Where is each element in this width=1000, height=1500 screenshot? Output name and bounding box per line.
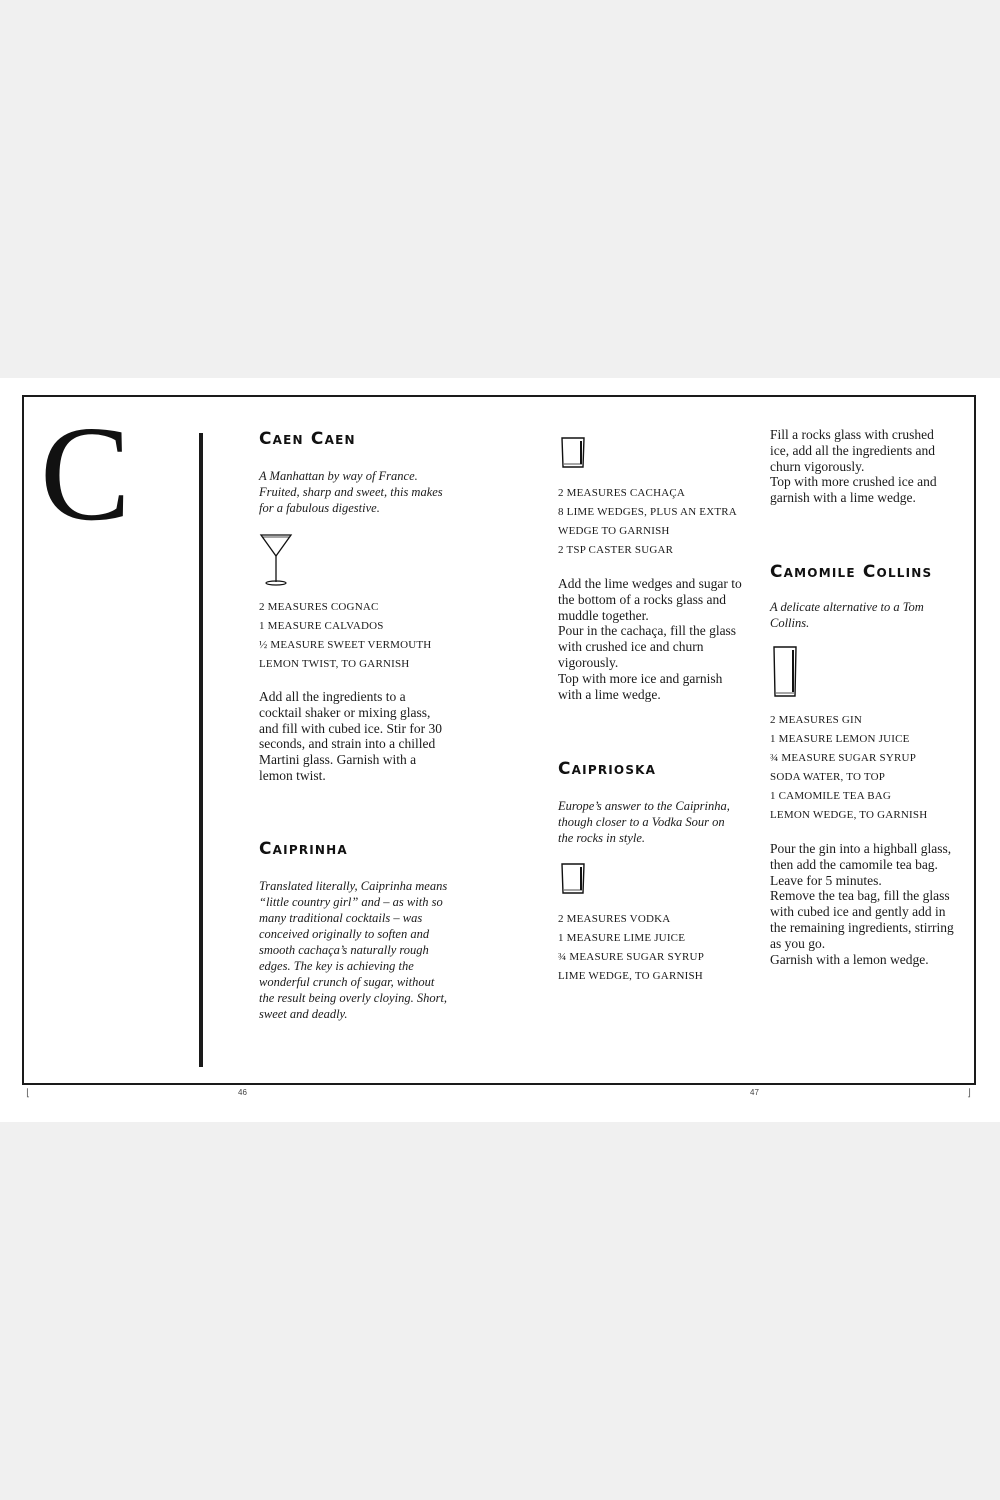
recipe-method-caiprioska <box>770 427 955 506</box>
recipe-intro-caiprinha: Translated literally, Caiprinha means “little country girl” and – as with so many traditional cocktails – was conceived originally to soften and smooth cachaça’s naturally rough edges. The key is achieving the wonderful crunch of sugar, without the result being overly cloying. Short, sweet and deadly. <box>259 878 448 1021</box>
rocks-glass-icon <box>558 862 588 896</box>
ingredient-item: 1 MEASURE LIME JUICE <box>558 932 686 945</box>
ingredient-item: 1 MEASURE CALVADOS <box>259 620 384 632</box>
method-line: Fill a rocks glass with crushed ice, add all the ingredients and churn vigorously. <box>770 427 935 474</box>
column-2 <box>558 436 743 986</box>
recipe-method-caiprinha <box>558 576 743 702</box>
ingredient-item: LEMON WEDGE, TO GARNISH <box>770 808 928 821</box>
ingredient-item: 8 LIME WEDGES, PLUS AN EXTRA <box>558 506 737 518</box>
ingredient-item: SODA WATER, TO TOP <box>770 770 886 783</box>
ingredient-list-caiprioska <box>558 910 743 986</box>
rocks-glass-icon <box>558 436 588 470</box>
method-line: Pour the gin into a highball glass, then add the camomile tea bag. <box>770 840 952 872</box>
recipe-method-caen-caen: Add all the ingredients to a cocktail shaker or mixing glass, and fill with cubed ice. Stir for 30 seconds, and strain into a chilled Martini glass. Garnish with a lemon twist. <box>259 689 442 783</box>
method-line: Remove the tea bag, fill the glass with cubed ice and gently add in the remaining ingredients, stirring as you go. <box>770 888 954 951</box>
method-line: Top with more ice and garnish with a lime wedge. <box>558 670 723 702</box>
section-letter: C <box>40 399 131 549</box>
ingredient-item: 2 MEASURES VODKA <box>558 913 671 926</box>
recipe-intro-camomile-collins: A delicate alternative to a Tom Collins. <box>770 599 924 630</box>
ingredient-list-camomile-collins <box>770 711 955 825</box>
recipe-title-camomile-collins: Camomile Collins <box>770 561 933 582</box>
ingredient-item: 2 MEASURES GIN <box>770 713 863 726</box>
crop-mark-icon: ⌊ <box>26 1088 30 1099</box>
ingredient-item: WEDGE TO GARNISH <box>558 525 670 537</box>
method-line: Pour in the cachaça, fill the glass with crushed ice and churn vigorously. <box>558 623 737 670</box>
method-line: Garnish with a lemon wedge. <box>770 951 929 967</box>
ingredient-item: 2 TSP CASTER SUGAR <box>558 544 674 556</box>
vertical-rule <box>199 433 203 1067</box>
column-1 <box>259 430 449 1022</box>
page-number-left: 46 <box>238 1088 247 1097</box>
crop-mark-icon: ⌋ <box>967 1088 971 1099</box>
ingredient-item: ¾ MEASURE SUGAR SYRUP <box>558 951 705 964</box>
ingredient-item: ¾ MEASURE SUGAR SYRUP <box>770 751 917 764</box>
book-spread <box>0 378 1000 1122</box>
ingredient-item: ½ MEASURE SWEET VERMOUTH <box>259 639 432 651</box>
ingredient-item: 1 CAMOMILE TEA BAG <box>770 789 892 802</box>
ingredient-list-caiprinha <box>558 484 743 560</box>
column-3 <box>770 427 955 967</box>
martini-glass-icon <box>259 532 293 588</box>
method-line: Add the lime wedges and sugar to the bottom of a rocks glass and muddle together. <box>558 576 742 623</box>
ingredient-item: LIME WEDGE, TO GARNISH <box>558 970 703 983</box>
ingredient-item: LEMON TWIST, TO GARNISH <box>259 658 410 670</box>
recipe-intro-caiprioska: Europe’s answer to the Caiprinha, though closer to a Vodka Sour on the rocks in style. <box>558 799 730 846</box>
method-line: Top with more crushed ice and garnish with a lime wedge. <box>770 474 937 506</box>
highball-glass-icon <box>770 645 800 699</box>
ingredient-list-caen-caen <box>259 598 449 674</box>
ingredient-item: 1 MEASURE LEMON JUICE <box>770 732 910 745</box>
recipe-title-caiprinha: Caiprinha <box>259 838 348 859</box>
recipe-title-caen-caen: Caen Caen <box>259 429 356 449</box>
recipe-method-camomile-collins <box>770 841 955 967</box>
recipe-title-caiprioska: Caiprioska <box>558 759 657 780</box>
method-line: Leave for 5 minutes. <box>770 872 882 888</box>
recipe-intro-caen-caen: A Manhattan by way of France. Fruited, sharp and sweet, this makes for a fabulous digestive. <box>259 469 443 515</box>
page-number-right: 47 <box>750 1088 759 1097</box>
ingredient-item: 2 MEASURES CACHAÇA <box>558 487 686 499</box>
ingredient-item: 2 MEASURES COGNAC <box>259 601 379 613</box>
